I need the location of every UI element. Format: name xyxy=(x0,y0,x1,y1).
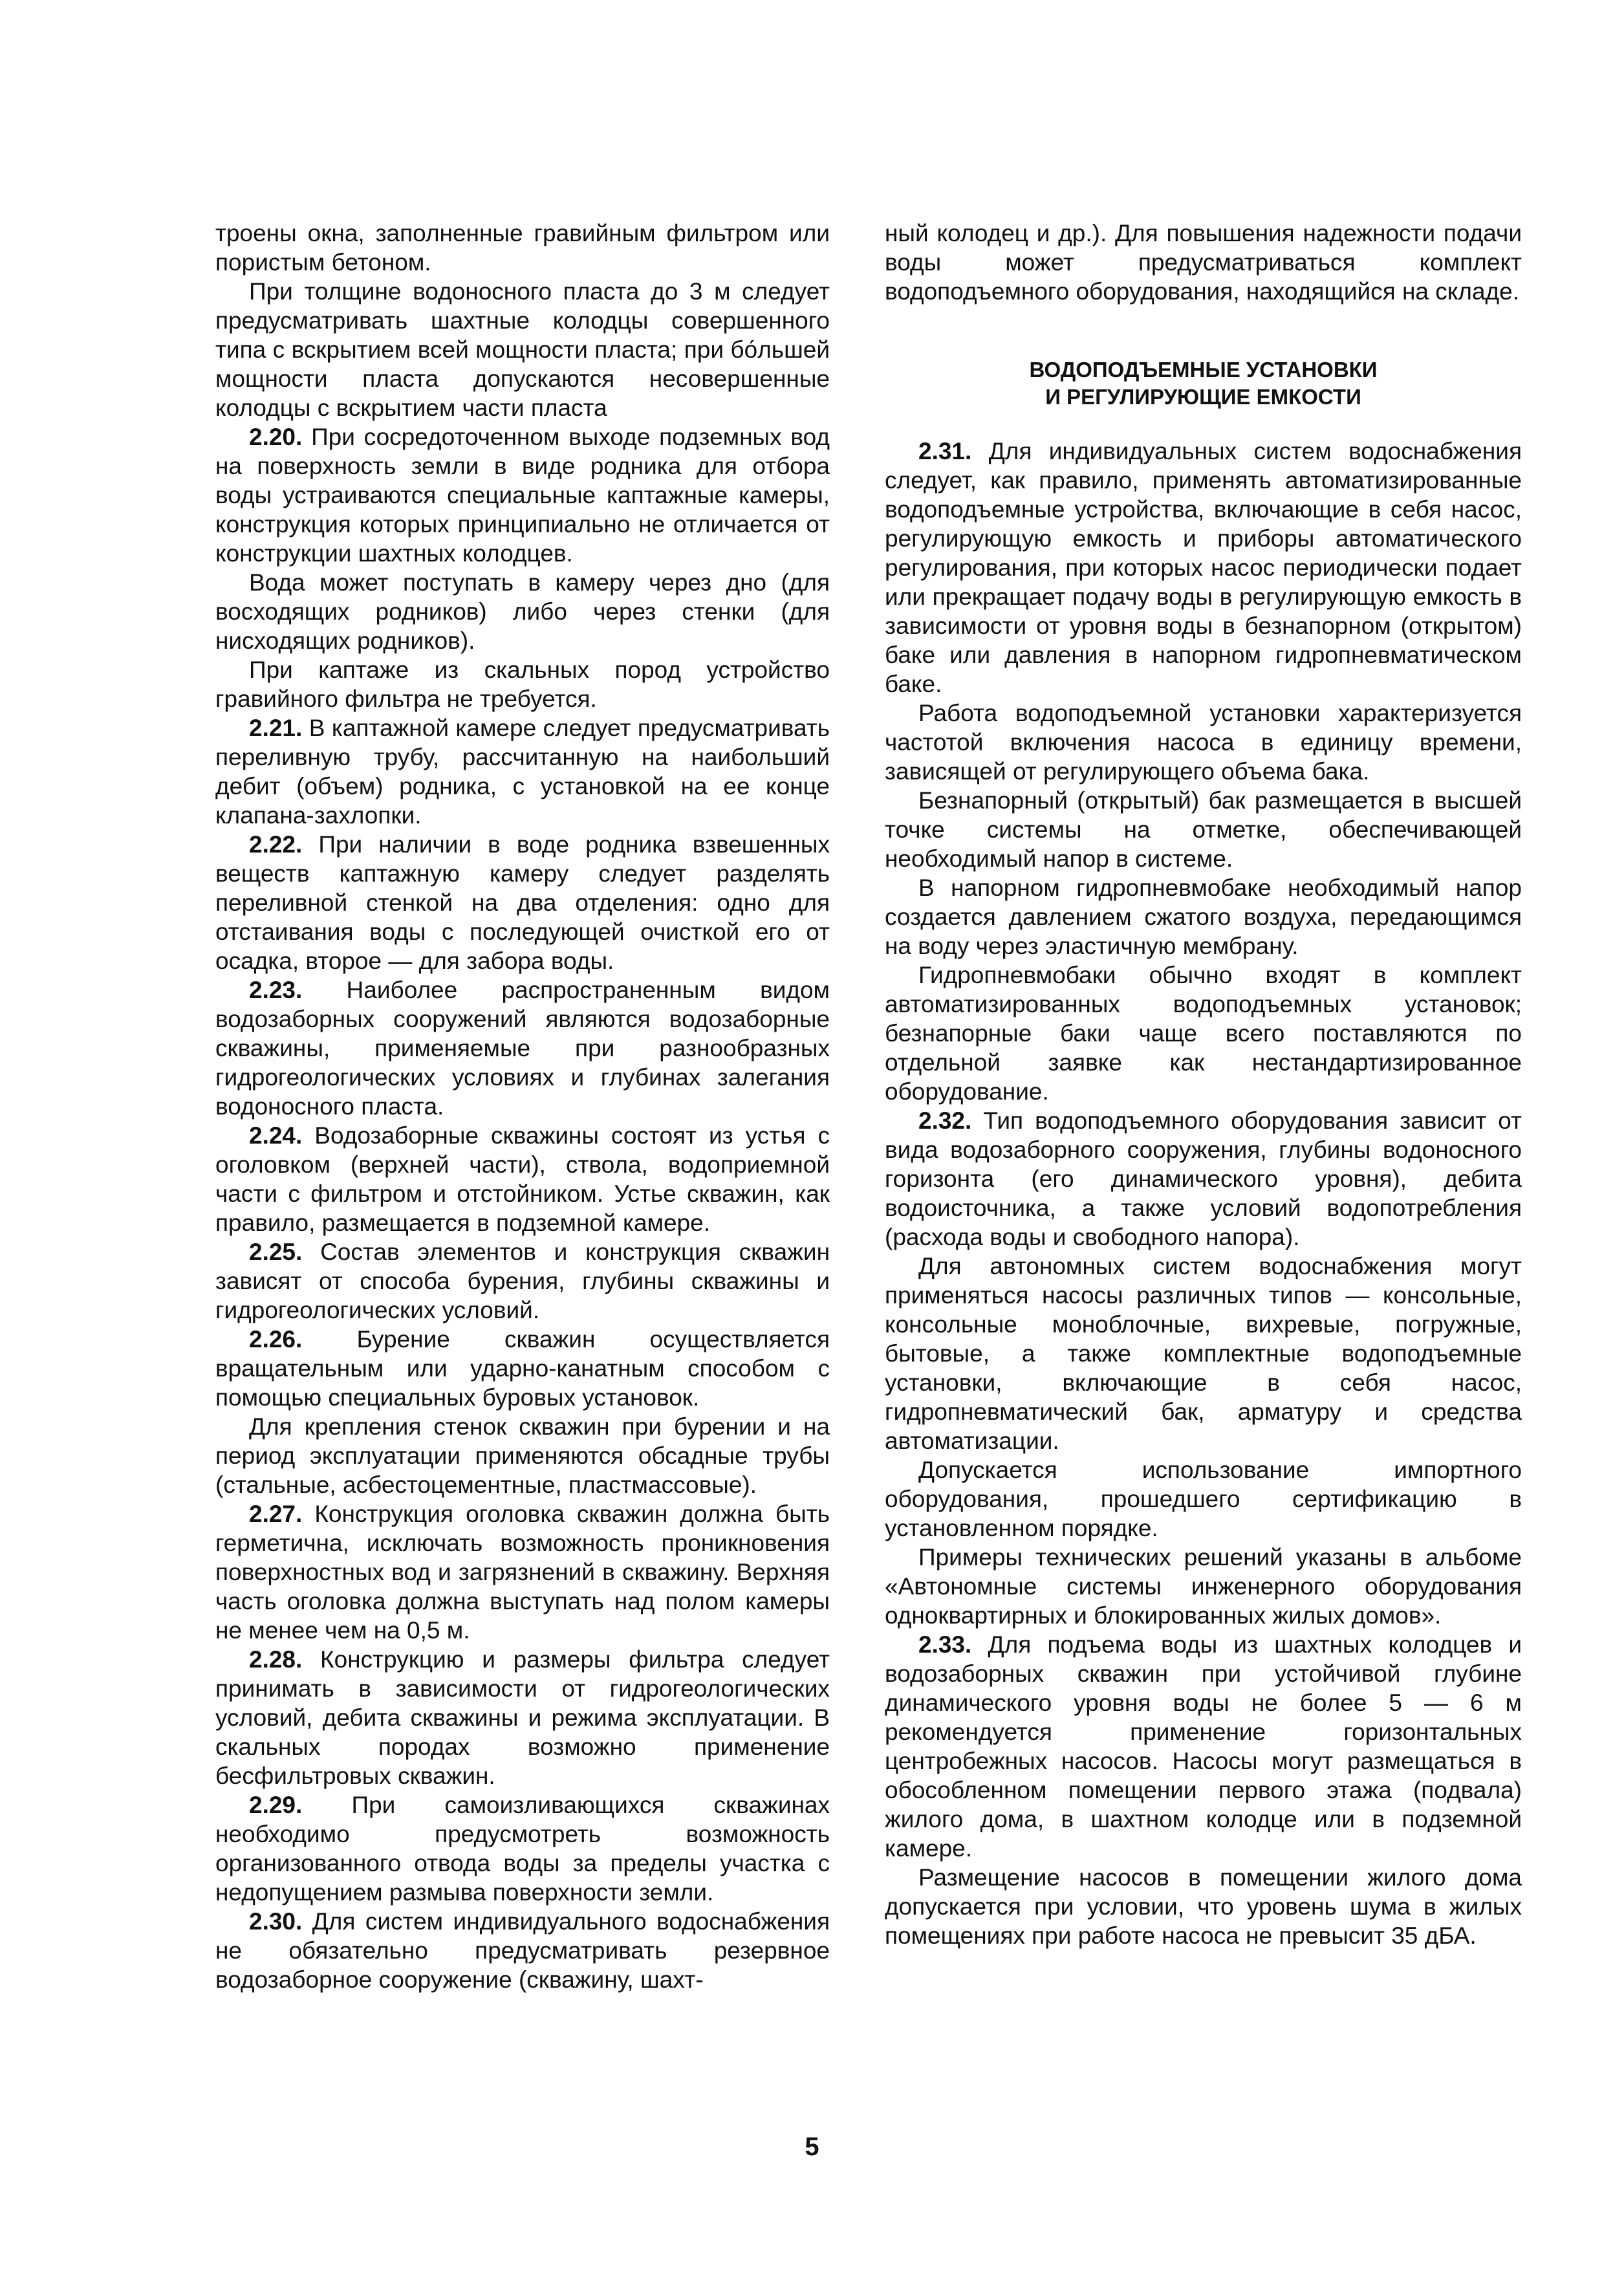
paragraph-text: При самоизливающихся скважинах необходимо предусмотреть возможность организованного отвода воды за пределы участка с недопущением размыва поверхности земли. xyxy=(215,1792,830,1906)
paragraph-text: Водозаборные скважины состоят из устья с оголовком (верхней части), ствола, водоприемной части с фильтром и отстойником. Устье скважин, как правило, размещается в подземной камере. xyxy=(215,1122,830,1236)
paragraph-text: Примеры технических решений указаны в альбоме «Автономные системы инженерного оборудования одноквартирных и блокированных жилых домов». xyxy=(885,1544,1522,1629)
paragraph xyxy=(215,830,830,975)
paragraph-text: Состав элементов и конструкция скважин зависят от способа бурения, глубины скважины и гидрогеологических условий. xyxy=(215,1239,830,1323)
paragraph xyxy=(215,655,830,713)
paragraph-text: Работа водоподъемной установки характеризуется частотой включения насоса в единицу времени, зависящей от регулирующего объема бака. xyxy=(885,700,1522,785)
paragraph-text: Конструкцию и размеры фильтра следует принимать в зависимости от гидрогеологических условий, дебита скважины и режима эксплуатации. В скальных породах возможно применение бесфильтровых скважин. xyxy=(215,1646,830,1789)
paragraph xyxy=(215,1325,830,1412)
clause-number: 2.21. xyxy=(249,715,303,741)
paragraph xyxy=(215,568,830,655)
paragraph-text: В напорном гидропневмобаке необходимый напор создается давлением сжатого воздуха, передающимся на воду через эластичную мембрану. xyxy=(885,875,1522,959)
paragraph xyxy=(885,1630,1522,1863)
paragraph-text: Конструкция оголовка скважин должна быть герметична, исключать возможность проникновения поверхностных вод и загрязнений в скважину. Верхняя часть оголовка должна выступать над полом камеры не менее чем на 0,5 м. xyxy=(215,1501,830,1644)
paragraph-text: Гидропневмобаки обычно входят в комплект автоматизированных водоподъемных установок; безнапорные баки чаще всего поставляются по отдельной заявке как нестандартизированное оборудование. xyxy=(885,962,1522,1105)
clause-number: 2.28. xyxy=(249,1646,303,1673)
section-heading-line: ВОДОПОДЪЕМНЫЕ УСТАНОВКИ xyxy=(1029,358,1378,382)
right-column xyxy=(885,219,1522,1950)
clause-number: 2.22. xyxy=(249,831,303,858)
paragraph xyxy=(215,422,830,568)
paragraph-text: Тип водоподъемного оборудования зависит от вида водозаборного сооружения, глубины водоносного горизонта (его динамического уровня), дебита водоисточника, а также условий водопотребления (расхода воды и свободного напора). xyxy=(885,1107,1522,1250)
paragraph-text: При каптаже из скальных пород устройство гравийного фильтра не требуется. xyxy=(215,657,830,712)
paragraph xyxy=(885,1106,1522,1252)
paragraph-text: Безнапорный (открытый) бак размещается в высшей точке системы на отметке, обеспечивающей необходимый напор в системе. xyxy=(885,787,1522,872)
paragraph xyxy=(885,1863,1522,1950)
paragraph-text: Для крепления стенок скважин при бурении и на период эксплуатации применяются обсадные трубы (стальные, асбестоцементные, пластмассовые). xyxy=(215,1413,830,1498)
paragraph-text: Бурение скважин осуществляется вращательным или ударно-канатным способом с помощью специальных буровых установок. xyxy=(215,1326,830,1411)
paragraph-text: троены окна, заполненные гравийным фильтром или пористым бетоном. xyxy=(215,220,830,276)
paragraph-text: Размещение насосов в помещении жилого дома допускается при условии, что уровень шума в жилых помещениях при работе насоса не превысит 35 дБА. xyxy=(885,1864,1522,1949)
paragraph xyxy=(885,1455,1522,1543)
paragraph-text: При толщине водоносного пласта до 3 м следует предусматривать шахтные колодцы совершенного типа с вскрытием всей мощности пласта; при бо́льшей мощности пласта допускаются несовершенные колодцы с вскрытием части пласта xyxy=(215,278,830,421)
paragraph xyxy=(215,277,830,422)
paragraph xyxy=(885,219,1522,306)
clause-number: 2.26. xyxy=(249,1326,303,1353)
paragraph xyxy=(215,1907,830,1994)
paragraph-text: Для индивидуальных систем водоснабжения следует, как правило, применять автоматизированные водоподъемные устройства, включающие в себя насос, регулирующую емкость и приборы автоматического регулирования, при которых насос периодически подает или прекращает подачу воды в регулирующую емкость в зависимости от уровня воды в безнапорном (открытом) баке или давления в напорном гидропневматическом баке. xyxy=(885,438,1522,697)
paragraph-text: При сосредоточенном выходе подземных вод на поверхность земли в виде родника для отбора воды устраиваются специальные каптажные камеры, конструкция которых принципиально не отличается от конструкции шахтных колодцев. xyxy=(215,424,830,567)
paragraph xyxy=(215,1237,830,1325)
paragraph xyxy=(885,1252,1522,1455)
clause-number: 2.24. xyxy=(249,1122,303,1149)
paragraph xyxy=(215,1121,830,1237)
paragraph-text: Вода может поступать в камеру через дно (для восходящих родников) либо через стенки (для нисходящих родников). xyxy=(215,569,830,654)
clause-number: 2.25. xyxy=(249,1239,303,1265)
clause-number: 2.32. xyxy=(918,1107,972,1134)
clause-number: 2.23. xyxy=(249,977,303,1003)
paragraph xyxy=(215,1499,830,1645)
clause-number: 2.29. xyxy=(249,1792,303,1818)
paragraph xyxy=(885,699,1522,786)
paragraph xyxy=(885,786,1522,873)
paragraph-text: Для систем индивидуального водоснабжения не обязательно предусматривать резервное водозаборное сооружение (скважину, шахт- xyxy=(215,1908,830,1993)
paragraph xyxy=(885,437,1522,699)
paragraph xyxy=(885,873,1522,961)
paragraph xyxy=(215,1645,830,1790)
clause-number: 2.30. xyxy=(249,1908,303,1935)
paragraph-text: Для автономных систем водоснабжения могут применяться насосы различных типов — консольные, консольные моноблочные, вихревые, погружные, бытовые, а также комплектные водоподъемные установки, включающие в себя насос, гидропневматический бак, арматуру и средства автоматизации. xyxy=(885,1253,1522,1454)
section-heading-line: И РЕГУЛИРУЮЩИЕ ЕМКОСТИ xyxy=(1045,385,1361,409)
paragraph xyxy=(885,961,1522,1106)
paragraph-text: При наличии в воде родника взвешенных веществ каптажную камеру следует разделять переливной стенкой на два отделения: одно для отстаивания воды с последующей очисткой его от осадка, второе — для забора воды. xyxy=(215,831,830,974)
paragraph-text: Допускается использование импортного оборудования, прошедшего сертификацию в установленном порядке. xyxy=(885,1457,1522,1541)
clause-number: 2.33. xyxy=(918,1631,972,1658)
paragraph xyxy=(215,219,830,277)
clause-number: 2.27. xyxy=(249,1501,303,1527)
paragraph-text: Для подъема воды из шахтных колодцев и водозаборных скважин при устойчивой глубине динамического уровня воды не более 5 — 6 м рекомендуется применение горизонтальных центробежных насосов. Насосы могут размещаться в обособленном помещении первого этажа (подвала) жилого дома, в шахтном колодце или в подземной камере. xyxy=(885,1631,1522,1862)
paragraph-text: Наиболее распространенным видом водозаборных сооружений являются водозаборные скважины, применяемые при разнообразных гидрогеологических условиях и глубинах залегания водоносного пласта. xyxy=(215,977,830,1120)
page-number: 5 xyxy=(805,2133,819,2161)
paragraph-text: ный колодец и др.). Для повышения надежности подачи воды может предусматриваться комплект водоподъемного оборудования, находящийся на складе. xyxy=(885,220,1522,305)
paragraph xyxy=(885,1543,1522,1630)
paragraph xyxy=(215,713,830,830)
section-heading xyxy=(885,356,1522,411)
paragraph xyxy=(215,975,830,1121)
clause-number: 2.20. xyxy=(249,424,303,450)
left-column xyxy=(215,219,830,1994)
paragraph xyxy=(215,1412,830,1499)
clause-number: 2.31. xyxy=(918,438,972,464)
paragraph-text: В каптажной камере следует предусматривать переливную трубу, рассчитанную на наибольший дебит (объем) родника, с установкой на ее конце клапана-захлопки. xyxy=(215,715,830,829)
paragraph xyxy=(215,1790,830,1907)
